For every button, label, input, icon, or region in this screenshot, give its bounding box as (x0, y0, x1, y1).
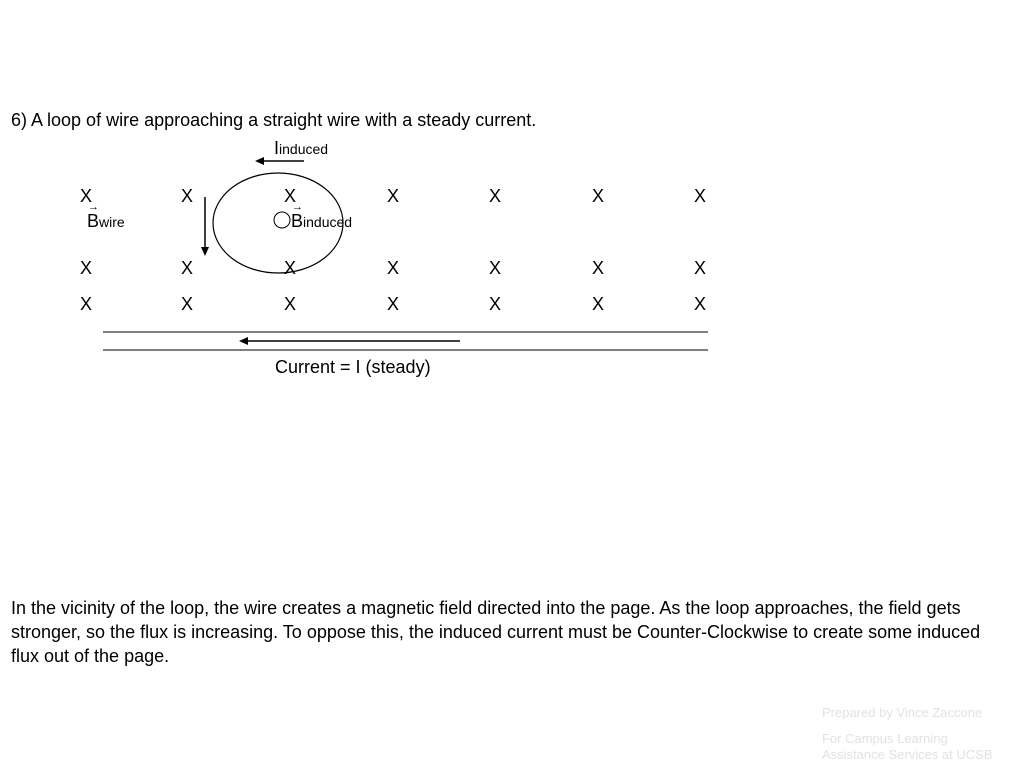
field-mark: X (591, 258, 604, 278)
vector-arrow-icon: → (292, 201, 303, 213)
i-induced-symbol: I (274, 138, 280, 158)
field-mark: X (386, 258, 399, 278)
field-mark: X (386, 186, 399, 206)
b-wire-arrowhead (201, 247, 209, 256)
b-induced-label (291, 201, 353, 232)
field-mark: X (591, 294, 604, 314)
field-mark: X (283, 186, 296, 206)
b-wire-label (87, 201, 125, 232)
field-mark: X (693, 186, 706, 206)
credit-organization: For Campus Learning Assistance Services at UCSB (822, 731, 993, 762)
field-mark: X (488, 258, 501, 278)
b-induced-out-of-page-icon (274, 212, 290, 228)
induced-current-arrowhead (255, 157, 264, 165)
field-mark: X (591, 186, 604, 206)
b-induced-symbol: B (291, 211, 304, 231)
wire-current-arrowhead (239, 337, 248, 345)
vector-arrow-icon: → (88, 201, 99, 213)
field-mark: X (180, 186, 193, 206)
b-wire-symbol: B (87, 211, 100, 231)
i-induced-label (274, 138, 328, 159)
field-mark: X (386, 294, 399, 314)
i-induced-subscript: induced (279, 141, 329, 157)
field-mark: X (693, 258, 706, 278)
field-mark: X (283, 258, 296, 278)
field-mark: X (488, 294, 501, 314)
explanation-text: In the vicinity of the loop, the wire creates a magnetic field directed into the page. As the loop approaches, the field gets stronger, so the flux is increasing. To oppose this, the induced current must be Counter-Clockwise to create some induced flux out of the page. (11, 598, 981, 666)
field-mark: X (79, 258, 92, 278)
b-wire-subscript: wire (99, 214, 125, 230)
credit-prepared-by: Prepared by Vince Zaccone (822, 705, 983, 720)
field-mark: X (180, 294, 193, 314)
field-mark: X (283, 294, 296, 314)
field-mark: X (693, 294, 706, 314)
field-mark: X (180, 258, 193, 278)
field-mark: X (79, 186, 92, 206)
field-mark: X (79, 294, 92, 314)
current-label: Current = I (steady) (275, 357, 431, 377)
page-title: 6) A loop of wire approaching a straight wire with a steady current. (11, 110, 537, 130)
b-induced-subscript: induced (303, 214, 353, 230)
field-mark: X (488, 186, 501, 206)
